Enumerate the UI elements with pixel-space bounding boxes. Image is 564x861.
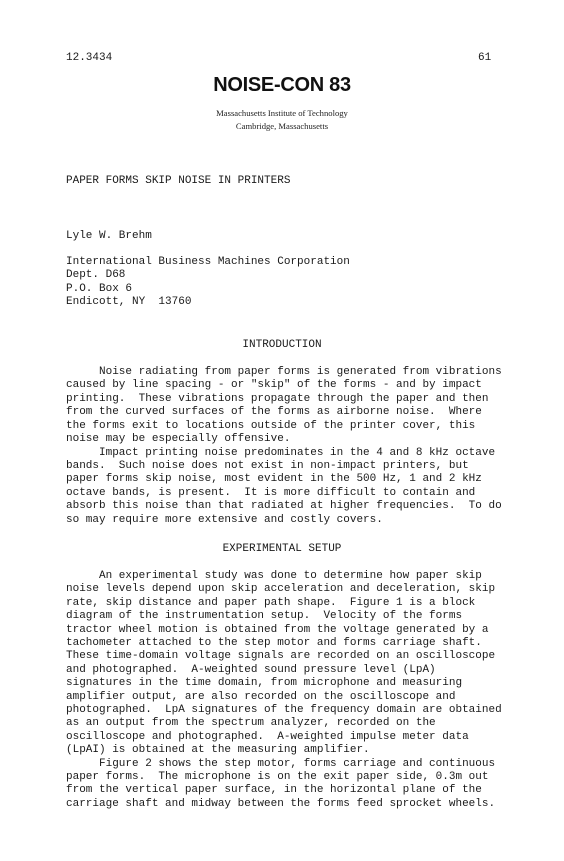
text-line: amplifier output, are also recorded on the oscilloscope and [66, 690, 456, 703]
paper-title: PAPER FORMS SKIP NOISE IN PRINTERS [66, 175, 291, 187]
affiliation-line: Dept. D68 [66, 269, 126, 282]
text-line: tachometer attached to the step motor and forms carriage shaft. [66, 637, 482, 650]
text-line: photographed. LpA signatures of the frequency domain are obtained [66, 704, 502, 717]
author-name: Lyle W. Brehm [66, 230, 152, 242]
introduction-paragraph-1 [66, 366, 506, 446]
conference-institution: Massachusetts Institute of Technology [216, 108, 348, 118]
introduction-heading: INTRODUCTION [242, 339, 322, 351]
text-line: signatures in the time domain, from microphone and measuring [66, 677, 463, 690]
text-line: the forms exit to locations outside of the printer cover, this [66, 419, 476, 432]
conference-location: Cambridge, Massachusetts [235, 121, 329, 131]
text-line: These time-domain voltage signals are recorded on an oscilloscope [66, 650, 496, 663]
text-line: (LpAI) is obtained at the measuring amplifier. [66, 744, 370, 757]
page-number: 61 [478, 52, 492, 64]
text-line: paper forms skip noise, most evident in the 500 Hz, 1 and 2 kHz [66, 473, 482, 486]
text-line: carriage shaft and midway between the forms feed sprocket wheels. [66, 797, 496, 810]
text-line: An experimental study was done to determine how paper skip [66, 570, 482, 582]
text-line: so may require more extensive and costly covers. [66, 513, 383, 526]
text-line: absorb this noise than that radiated at higher frequencies. To do [66, 500, 502, 513]
text-line: printing. These vibrations propagate through the paper and then [66, 392, 489, 405]
experimental-setup-paragraph-2 [66, 758, 506, 812]
text-line: Impact printing noise predominates in the 4 and 8 kHz octave [66, 446, 496, 459]
text-line: rate, skip distance and paper path shape. Figure 1 is a block [66, 596, 476, 609]
text-line: noise levels depend upon skip acceleration and deceleration, skip [66, 583, 496, 596]
text-line: from the vertical paper surface, in the horizontal plane of the [66, 784, 482, 797]
experimental-setup-paragraph-1 [66, 570, 506, 758]
affiliation-line: International Business Machines Corporation [66, 256, 350, 268]
affiliation-line: P.O. Box 6 [66, 282, 133, 295]
text-line: tractor wheel motion is obtained from the voltage generated by a [66, 623, 489, 636]
author-affiliation [66, 256, 506, 310]
text-line: and photographed. A-weighted sound pressure level (LpA) [66, 663, 436, 676]
text-line: octave bands, is present. It is more difficult to contain and [66, 486, 476, 499]
document-number: 12.3434 [66, 52, 113, 64]
text-line: as an output from the spectrum analyzer, recorded on the [66, 717, 436, 730]
text-line: from the curved surfaces of the forms as airborne noise. Where [66, 406, 482, 419]
text-line: noise may be especially offensive. [66, 433, 291, 446]
text-line: oscilloscope and photographed. A-weighted impulse meter data [66, 730, 469, 743]
text-line: diagram of the instrumentation setup. Velocity of the forms [66, 610, 463, 623]
conference-name: NOISE-CON 83 [213, 74, 351, 96]
text-line: caused by line spacing - or "skip" of the forms - and by impact [66, 379, 482, 392]
affiliation-line: Endicott, NY 13760 [66, 296, 192, 309]
text-line: Figure 2 shows the step motor, forms carriage and continuous [66, 757, 496, 770]
text-line: Noise radiating from paper forms is generated from vibrations [66, 366, 502, 378]
text-line: paper forms. The microphone is on the exit paper side, 0.3m out [66, 770, 489, 783]
text-line: bands. Such noise does not exist in non-impact printers, but [66, 459, 469, 472]
introduction-paragraph-2 [66, 447, 506, 527]
experimental-setup-heading: EXPERIMENTAL SETUP [222, 543, 342, 555]
